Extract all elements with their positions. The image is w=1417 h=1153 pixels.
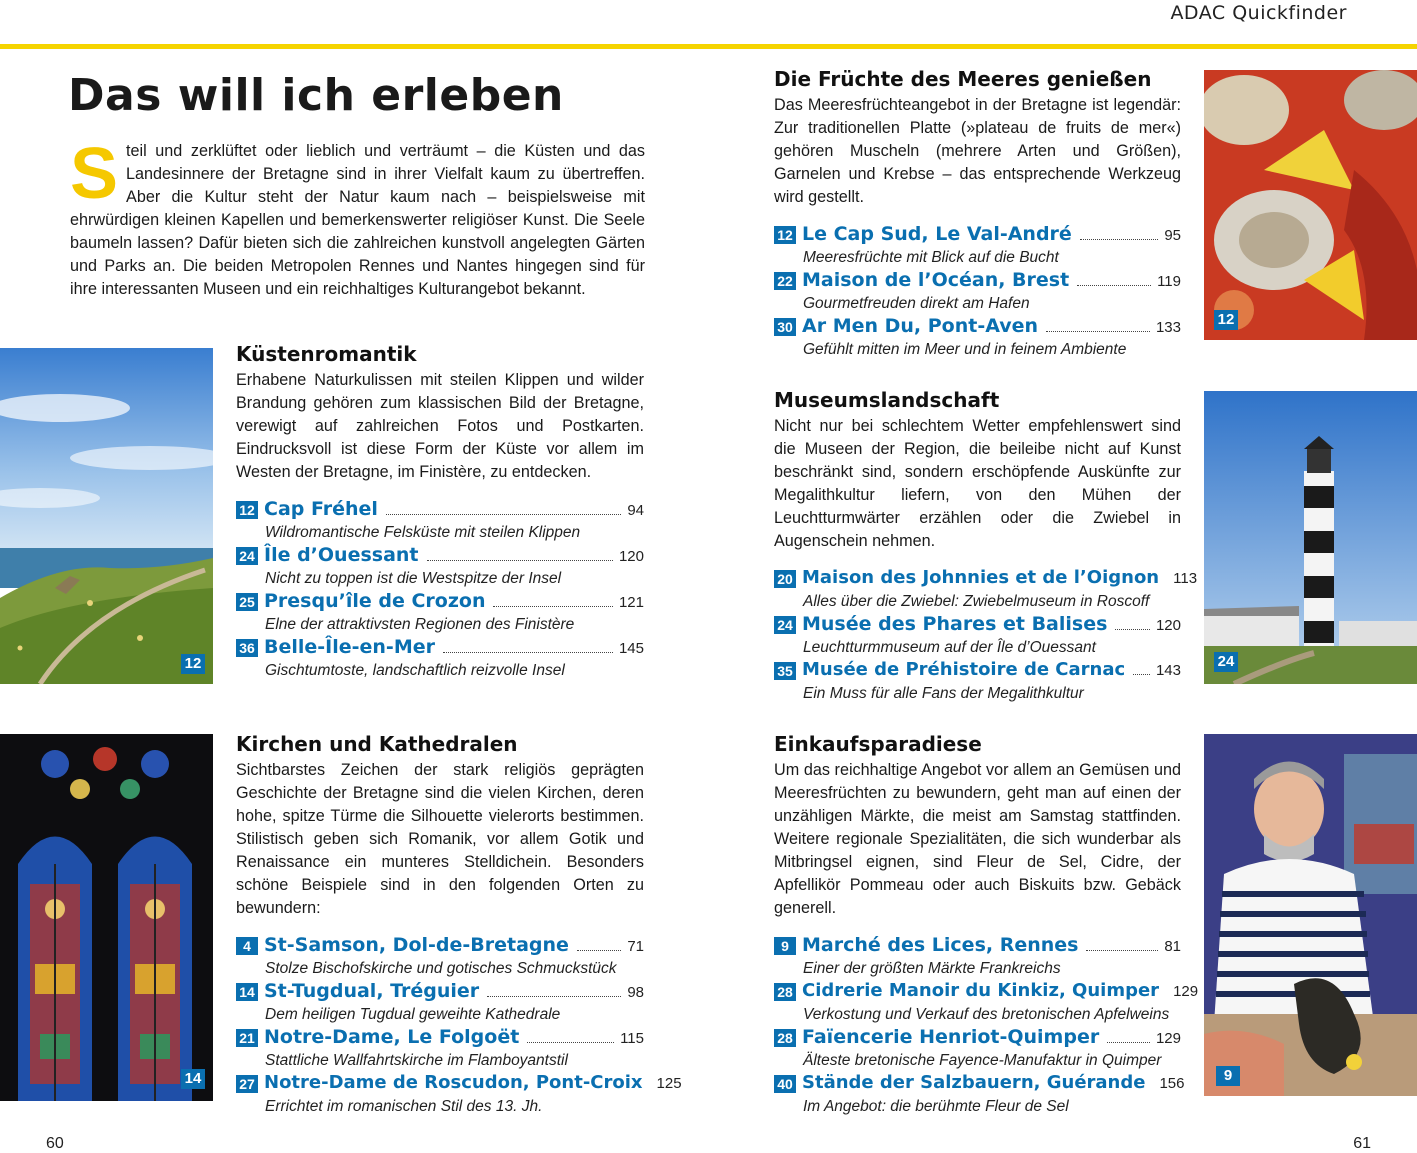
section-meeresfruechte [774,66,1181,361]
entry-link[interactable]: Île d’Ouessant [264,544,419,566]
entry-description: Gefühlt mitten im Meer und in feinem Ambiente [803,341,1127,358]
section-body: Um das reichhaltige Angebot vor allem an Gemüsen und Meeresfrüchten zu bewundern, geht man auf einen der unzähligen Märkte, die meist am Samstag stattfinden. Weitere regionale Spezialitäten, die sich wunderbar als Mitbringsel eignen, sind Fleur de Sel, Cidre, der Apfellikör Pommeau oder auch Biskuits bzw. Gebäck generell. [774,761,1181,917]
leader-dots [577,950,621,951]
list-item[interactable] [774,223,1181,269]
entry-link[interactable]: Stände der Salzbauern, Guérande [802,1072,1146,1093]
section-body: Erhabene Naturkulissen mit steilen Klippen und wilder Brandung gehören zum klassischen Bild der Bretagne, verewigt auf zahlreichen Fotos und Postkarten. Eindrucksvoll ist diese Form der Küste vor allem im Westen der Bretagne, im Finistère, zu entdecken. [236,371,644,481]
entry-link[interactable]: Maison des Johnnies et de l’Oignon [802,567,1160,588]
section-einkaufsparadiese [774,731,1199,1118]
entry-link[interactable]: Le Cap Sud, Le Val-André [802,223,1072,245]
entry-number-badge: 36 [236,639,258,657]
entry-number-badge: 35 [774,662,796,680]
list-item[interactable] [774,613,1181,659]
photo-number-badge: 12 [181,654,205,674]
page-number-right: 61 [1353,1135,1371,1152]
page-reference: 81 [1164,938,1181,955]
leader-dots [427,560,613,561]
list-item[interactable] [236,934,644,980]
entry-number-badge: 14 [236,983,258,1001]
list-item[interactable] [774,315,1181,361]
entry-number-badge: 22 [774,272,796,290]
coast-photo [0,348,213,684]
page-reference: 125 [656,1075,682,1092]
entry-description: Errichtet im romanischen Stil des 13. Jh. [265,1098,543,1115]
section-title: Museumslandschaft [774,388,1000,412]
list-item[interactable] [774,567,1198,613]
seafood-platter-image [1204,70,1417,340]
entry-number-badge: 20 [774,570,796,588]
section-title: Die Früchte des Meeres genießen [774,67,1152,91]
entry-description: Gischtumtoste, landschaftlich reizvolle Insel [265,662,565,679]
leader-dots [1046,331,1150,332]
section-title: Kirchen und Kathedralen [236,732,518,756]
page-reference: 98 [627,984,644,1001]
lighthouse-image [1204,391,1417,684]
entry-number-badge: 27 [236,1075,258,1093]
list-item[interactable] [774,1072,1185,1118]
entry-description: Ein Muss für alle Fans der Megalithkultur [803,685,1084,702]
entry-number-badge: 28 [774,983,796,1001]
list-item[interactable] [236,498,644,544]
list-item[interactable] [236,1072,682,1118]
entry-number-badge: 21 [236,1029,258,1047]
leader-dots [487,996,621,997]
header-rule [0,44,1417,49]
page-title: Das will ich erleben [68,70,564,121]
entry-link[interactable]: St-Tugdual, Tréguier [264,980,480,1002]
entry-description: Leuchtturmmuseum auf der Île d’Ouessant [803,639,1096,656]
entry-link[interactable]: Notre-Dame, Le Folgoët [264,1026,520,1048]
list-item[interactable] [774,934,1181,980]
stained-glass-image [0,734,213,1101]
list-item[interactable] [236,590,644,636]
entry-link[interactable]: Cidrerie Manoir du Kinkiz, Quimper [802,980,1160,1001]
entry-description: Nicht zu toppen ist die Westspitze der Insel [265,570,562,587]
list-item[interactable] [236,980,644,1026]
coast-cliff-image [0,348,213,684]
photo-number-badge: 12 [1214,310,1238,330]
entry-description: Dem heiligen Tugdual geweihte Kathedrale [265,1006,561,1023]
section-title: Küstenromantik [236,342,417,366]
page-reference: 94 [627,502,644,519]
page-number-left: 60 [46,1135,64,1152]
leader-dots [1133,674,1150,675]
page-reference: 71 [627,938,644,955]
stained-glass-photo [0,734,213,1101]
entry-link[interactable]: St-Samson, Dol-de-Bretagne [264,934,569,956]
entry-description: Stattliche Wallfahrtskirche im Flamboyantstil [265,1052,568,1069]
entry-link[interactable]: Marché des Lices, Rennes [802,934,1079,956]
entry-number-badge: 12 [774,226,796,244]
entry-description: Älteste bretonische Fayence-Manufaktur in Quimper [803,1052,1162,1069]
leader-dots [1086,950,1158,951]
photo-number-badge: 9 [1216,1066,1240,1086]
leader-dots [1115,629,1150,630]
entry-number-badge: 24 [774,616,796,634]
entry-link[interactable]: Notre-Dame de Roscudon, Pont-Croix [264,1072,643,1093]
list-item[interactable] [236,1026,644,1072]
entry-number-badge: 9 [774,937,796,955]
page-reference: 143 [1155,662,1181,679]
intro-text [70,134,645,301]
entry-description: Meeresfrüchte mit Blick auf die Bucht [803,249,1059,266]
leader-dots [1107,1042,1150,1043]
leader-dots [1080,239,1158,240]
market-vendor-image [1204,734,1417,1096]
entry-number-badge: 28 [774,1029,796,1047]
section-kuestenromantik [236,341,644,682]
page-reference: 129 [1155,1030,1181,1047]
page-reference: 119 [1157,273,1181,290]
list-item[interactable] [774,659,1181,705]
entry-description: Stolze Bischofskirche und gotisches Schmuckstück [265,960,617,977]
list-item[interactable] [774,980,1199,1026]
entry-number-badge: 24 [236,547,258,565]
page-reference: 121 [618,594,644,611]
page-reference: 113 [1173,570,1198,587]
list-item[interactable] [774,1026,1181,1072]
entry-description: Alles über die Zwiebel: Zwiebelmuseum in Roscoff [803,593,1150,610]
entry-link[interactable]: Presqu’île de Crozon [264,590,486,612]
section-body: Sichtbarstes Zeichen der stark religiös geprägten Geschichte der Bretagne sind die vielen Kirchen, deren hohe, spitze Türme die Silhouette vielerorts bestimmen. Stilistisch geben sich Romanik, vor allem Gotik und Renaissance ein munteres Stelldichein. Besonders schöne Beispiele sind in den folgenden Orten zu bewundern: [236,761,644,917]
entry-description: Im Angebot: die berühmte Fleur de Sel [803,1098,1069,1115]
entry-description: Wildromantische Felsküste mit steilen Klippen [265,524,581,541]
entry-description: Elne der attraktivsten Regionen des Finistère [265,616,575,633]
page-reference: 129 [1173,983,1199,1000]
entry-link[interactable]: Faïencerie Henriot-Quimper [802,1026,1100,1048]
entry-link[interactable]: Maison de l’Océan, Brest [802,269,1070,291]
page-reference: 156 [1159,1075,1185,1092]
entry-number-badge: 40 [774,1075,796,1093]
leader-dots [493,606,613,607]
entry-description: Verkostung und Verkauf des bretonischen Apfelweins [803,1006,1170,1023]
page-reference: 145 [618,640,644,657]
photo-number-badge: 24 [1214,652,1238,672]
entry-link[interactable]: Belle-Île-en-Mer [264,636,435,658]
entry-number-badge: 4 [236,937,258,955]
entry-link[interactable]: Cap Fréhel [264,498,378,520]
page-reference: 120 [1155,617,1181,634]
entry-number-badge: 30 [774,318,796,336]
intro-body: teil und zerklüftet oder lieblich und verträumt – die Küsten und das Landesinnere der Bretagne sind in ihrer Vielfalt kaum zu übertreffen. Aber die Kultur steht der Natur kaum nach – beispielsweise mit ehrwürdigen kleinen Kapellen und bemerkenswerter religiöser Kunst. Die Seele baumeln lassen? Dafür bieten sich die zahlreichen kunstvoll angelegten Gärten und Parks an. Die beiden Metropolen Rennes und Nantes hingegen sind für ihre interessanten Museen und ein reichhaltiges Kulturangebot bekannt. [70,142,645,298]
leader-dots [1077,285,1151,286]
entry-number-badge: 12 [236,501,258,519]
entry-link[interactable]: Ar Men Du, Pont-Aven [802,315,1039,337]
seafood-photo [1204,70,1417,340]
entry-description: Einer der größten Märkte Frankreichs [803,960,1061,977]
section-museumslandschaft [774,387,1198,705]
leader-dots [527,1042,614,1043]
list-item[interactable] [774,269,1181,315]
header-label: ADAC Quickfinder [1170,2,1347,24]
lighthouse-photo [1204,391,1417,684]
entry-number-badge: 25 [236,593,258,611]
section-kirchen [236,731,682,1118]
leader-dots [443,652,613,653]
page-reference: 133 [1155,319,1181,336]
market-photo [1204,734,1417,1096]
entry-description: Gourmetfreuden direkt am Hafen [803,295,1030,312]
section-title: Einkaufsparadiese [774,732,982,756]
list-item[interactable] [236,636,644,682]
section-body: Das Meeresfrüchteangebot in der Bretagne ist legendär: Zur traditionellen Platte (»plateau de fruits de mer«) gehören Muscheln (mehrere Arten und Größen), Garnelen und Krebse – das entsprechende Werkzeug wird gestellt. [774,96,1181,206]
page-reference: 120 [618,548,644,565]
drop-cap: S [70,134,119,214]
page-reference: 115 [620,1030,644,1047]
leader-dots [386,514,621,515]
section-body: Nicht nur bei schlechtem Wetter empfehlenswert sind die Museen der Region, die beileibe nicht auf Kunst beschränkt sind, sondern erschöpfende Auskünfte zur Megalithkultur liefern, von den Mühen der Leuchtturmwärter erzählen oder die Zwiebel in Augenschein nehmen. [774,417,1181,550]
entry-link[interactable]: Musée de Préhistoire de Carnac [802,659,1126,680]
page-reference: 95 [1164,227,1181,244]
entry-link[interactable]: Musée des Phares et Balises [802,613,1108,635]
photo-number-badge: 14 [181,1069,205,1089]
list-item[interactable] [236,544,644,590]
